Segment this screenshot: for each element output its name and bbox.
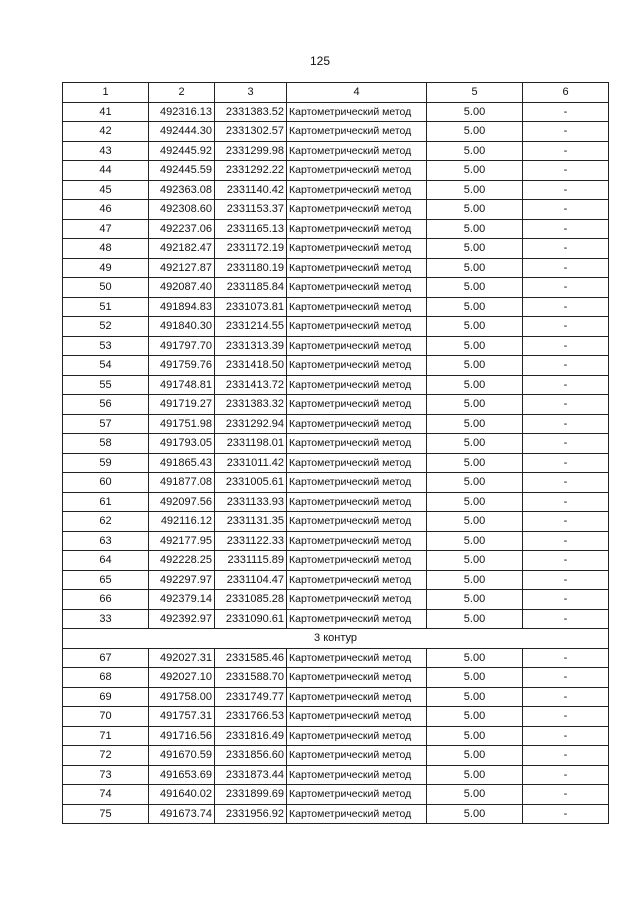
cell-accuracy: 5.00 xyxy=(427,239,523,259)
cell-method: Картометрический метод xyxy=(287,161,427,181)
cell-note: - xyxy=(523,765,609,785)
cell-method: Картометрический метод xyxy=(287,356,427,376)
cell-method: Картометрический метод xyxy=(287,200,427,220)
table-row xyxy=(63,512,609,532)
cell-note: - xyxy=(523,609,609,629)
cell-point-number: 53 xyxy=(63,336,149,356)
cell-y-coordinate: 2331299.98 xyxy=(215,141,287,161)
table-row xyxy=(63,141,609,161)
cell-method: Картометрический метод xyxy=(287,278,427,298)
cell-y-coordinate: 2331172.19 xyxy=(215,239,287,259)
table-row xyxy=(63,395,609,415)
cell-point-number: 48 xyxy=(63,239,149,259)
cell-x-coordinate: 492182.47 xyxy=(149,239,215,259)
table-row xyxy=(63,297,609,317)
cell-accuracy: 5.00 xyxy=(427,102,523,122)
cell-y-coordinate: 2331104.47 xyxy=(215,570,287,590)
cell-y-coordinate: 2331816.49 xyxy=(215,726,287,746)
cell-x-coordinate: 492027.31 xyxy=(149,648,215,668)
table-row xyxy=(63,161,609,181)
cell-note: - xyxy=(523,687,609,707)
cell-x-coordinate: 492445.92 xyxy=(149,141,215,161)
cell-x-coordinate: 491877.08 xyxy=(149,473,215,493)
cell-method: Картометрический метод xyxy=(287,707,427,727)
header-col-1: 1 xyxy=(63,83,149,103)
cell-note: - xyxy=(523,317,609,337)
cell-note: - xyxy=(523,668,609,688)
cell-x-coordinate: 492363.08 xyxy=(149,180,215,200)
table-row xyxy=(63,102,609,122)
cell-accuracy: 5.00 xyxy=(427,219,523,239)
table-row xyxy=(63,414,609,434)
cell-point-number: 45 xyxy=(63,180,149,200)
cell-accuracy: 5.00 xyxy=(427,395,523,415)
cell-accuracy: 5.00 xyxy=(427,122,523,142)
cell-accuracy: 5.00 xyxy=(427,200,523,220)
section-row xyxy=(63,629,609,649)
section-label: 3 контур xyxy=(63,629,609,649)
table-row xyxy=(63,317,609,337)
cell-x-coordinate: 491640.02 xyxy=(149,785,215,805)
cell-point-number: 61 xyxy=(63,492,149,512)
cell-point-number: 74 xyxy=(63,785,149,805)
cell-y-coordinate: 2331140.42 xyxy=(215,180,287,200)
cell-method: Картометрический метод xyxy=(287,297,427,317)
cell-x-coordinate: 491748.81 xyxy=(149,375,215,395)
cell-method: Картометрический метод xyxy=(287,453,427,473)
cell-note: - xyxy=(523,336,609,356)
cell-x-coordinate: 492308.60 xyxy=(149,200,215,220)
table-header-row xyxy=(63,83,609,103)
table-row xyxy=(63,785,609,805)
cell-point-number: 43 xyxy=(63,141,149,161)
cell-x-coordinate: 491840.30 xyxy=(149,317,215,337)
table-row xyxy=(63,746,609,766)
cell-method: Картометрический метод xyxy=(287,590,427,610)
table-row xyxy=(63,551,609,571)
cell-method: Картометрический метод xyxy=(287,122,427,142)
cell-y-coordinate: 2331313.39 xyxy=(215,336,287,356)
cell-accuracy: 5.00 xyxy=(427,804,523,824)
cell-point-number: 46 xyxy=(63,200,149,220)
cell-point-number: 55 xyxy=(63,375,149,395)
cell-x-coordinate: 492127.87 xyxy=(149,258,215,278)
table-row xyxy=(63,200,609,220)
cell-note: - xyxy=(523,414,609,434)
cell-y-coordinate: 2331122.33 xyxy=(215,531,287,551)
cell-accuracy: 5.00 xyxy=(427,297,523,317)
cell-method: Картометрический метод xyxy=(287,668,427,688)
cell-point-number: 56 xyxy=(63,395,149,415)
cell-method: Картометрический метод xyxy=(287,473,427,493)
cell-note: - xyxy=(523,726,609,746)
cell-y-coordinate: 2331585.46 xyxy=(215,648,287,668)
table-row xyxy=(63,648,609,668)
cell-method: Картометрический метод xyxy=(287,551,427,571)
cell-x-coordinate: 491716.56 xyxy=(149,726,215,746)
cell-note: - xyxy=(523,453,609,473)
cell-accuracy: 5.00 xyxy=(427,180,523,200)
cell-point-number: 49 xyxy=(63,258,149,278)
cell-x-coordinate: 492116.12 xyxy=(149,512,215,532)
cell-method: Картометрический метод xyxy=(287,239,427,259)
cell-y-coordinate: 2331153.37 xyxy=(215,200,287,220)
cell-y-coordinate: 2331292.94 xyxy=(215,414,287,434)
cell-x-coordinate: 492316.13 xyxy=(149,102,215,122)
cell-x-coordinate: 491797.70 xyxy=(149,336,215,356)
cell-y-coordinate: 2331302.57 xyxy=(215,122,287,142)
cell-y-coordinate: 2331185.84 xyxy=(215,278,287,298)
table-row xyxy=(63,707,609,727)
cell-method: Картометрический метод xyxy=(287,765,427,785)
table-row xyxy=(63,219,609,239)
cell-accuracy: 5.00 xyxy=(427,492,523,512)
cell-accuracy: 5.00 xyxy=(427,414,523,434)
cell-accuracy: 5.00 xyxy=(427,648,523,668)
cell-method: Картометрический метод xyxy=(287,395,427,415)
table-row xyxy=(63,726,609,746)
cell-note: - xyxy=(523,434,609,454)
cell-y-coordinate: 2331214.55 xyxy=(215,317,287,337)
cell-y-coordinate: 2331090.61 xyxy=(215,609,287,629)
cell-x-coordinate: 491894.83 xyxy=(149,297,215,317)
cell-x-coordinate: 492087.40 xyxy=(149,278,215,298)
cell-note: - xyxy=(523,785,609,805)
cell-note: - xyxy=(523,356,609,376)
table-row xyxy=(63,336,609,356)
cell-method: Картометрический метод xyxy=(287,570,427,590)
header-col-4: 4 xyxy=(287,83,427,103)
cell-y-coordinate: 2331588.70 xyxy=(215,668,287,688)
cell-y-coordinate: 2331131.35 xyxy=(215,512,287,532)
cell-point-number: 54 xyxy=(63,356,149,376)
cell-point-number: 69 xyxy=(63,687,149,707)
cell-accuracy: 5.00 xyxy=(427,161,523,181)
cell-method: Картометрический метод xyxy=(287,531,427,551)
cell-y-coordinate: 2331413.72 xyxy=(215,375,287,395)
table-row xyxy=(63,278,609,298)
cell-point-number: 42 xyxy=(63,122,149,142)
cell-point-number: 57 xyxy=(63,414,149,434)
cell-point-number: 71 xyxy=(63,726,149,746)
table-row xyxy=(63,434,609,454)
cell-x-coordinate: 491670.59 xyxy=(149,746,215,766)
cell-x-coordinate: 491793.05 xyxy=(149,434,215,454)
cell-point-number: 67 xyxy=(63,648,149,668)
cell-note: - xyxy=(523,707,609,727)
cell-y-coordinate: 2331956.92 xyxy=(215,804,287,824)
cell-method: Картометрический метод xyxy=(287,336,427,356)
cell-y-coordinate: 2331292.22 xyxy=(215,161,287,181)
cell-note: - xyxy=(523,531,609,551)
table-row xyxy=(63,122,609,142)
table-row xyxy=(63,239,609,259)
cell-y-coordinate: 2331165.13 xyxy=(215,219,287,239)
cell-note: - xyxy=(523,102,609,122)
cell-method: Картометрический метод xyxy=(287,317,427,337)
cell-y-coordinate: 2331180.19 xyxy=(215,258,287,278)
cell-x-coordinate: 491751.98 xyxy=(149,414,215,434)
cell-x-coordinate: 491757.31 xyxy=(149,707,215,727)
cell-accuracy: 5.00 xyxy=(427,707,523,727)
cell-accuracy: 5.00 xyxy=(427,551,523,571)
cell-note: - xyxy=(523,278,609,298)
cell-note: - xyxy=(523,395,609,415)
cell-y-coordinate: 2331005.61 xyxy=(215,473,287,493)
cell-method: Картометрический метод xyxy=(287,180,427,200)
cell-point-number: 73 xyxy=(63,765,149,785)
cell-point-number: 72 xyxy=(63,746,149,766)
table-row xyxy=(63,492,609,512)
cell-accuracy: 5.00 xyxy=(427,765,523,785)
cell-accuracy: 5.00 xyxy=(427,687,523,707)
header-col-2: 2 xyxy=(149,83,215,103)
cell-x-coordinate: 492027.10 xyxy=(149,668,215,688)
table-row xyxy=(63,590,609,610)
cell-method: Картометрический метод xyxy=(287,375,427,395)
cell-note: - xyxy=(523,180,609,200)
cell-note: - xyxy=(523,200,609,220)
cell-y-coordinate: 2331198.01 xyxy=(215,434,287,454)
cell-point-number: 65 xyxy=(63,570,149,590)
cell-accuracy: 5.00 xyxy=(427,434,523,454)
cell-y-coordinate: 2331133.93 xyxy=(215,492,287,512)
cell-point-number: 63 xyxy=(63,531,149,551)
cell-point-number: 33 xyxy=(63,609,149,629)
cell-accuracy: 5.00 xyxy=(427,609,523,629)
table-row xyxy=(63,356,609,376)
cell-x-coordinate: 492228.25 xyxy=(149,551,215,571)
cell-y-coordinate: 2331856.60 xyxy=(215,746,287,766)
cell-x-coordinate: 491865.43 xyxy=(149,453,215,473)
cell-note: - xyxy=(523,570,609,590)
cell-accuracy: 5.00 xyxy=(427,473,523,493)
cell-method: Картометрический метод xyxy=(287,687,427,707)
cell-note: - xyxy=(523,473,609,493)
cell-x-coordinate: 492445.59 xyxy=(149,161,215,181)
cell-y-coordinate: 2331873.44 xyxy=(215,765,287,785)
cell-note: - xyxy=(523,512,609,532)
cell-accuracy: 5.00 xyxy=(427,317,523,337)
table-row xyxy=(63,570,609,590)
cell-note: - xyxy=(523,492,609,512)
cell-method: Картометрический метод xyxy=(287,102,427,122)
cell-accuracy: 5.00 xyxy=(427,336,523,356)
header-col-5: 5 xyxy=(427,83,523,103)
cell-x-coordinate: 491759.76 xyxy=(149,356,215,376)
cell-note: - xyxy=(523,122,609,142)
cell-accuracy: 5.00 xyxy=(427,141,523,161)
cell-y-coordinate: 2331383.32 xyxy=(215,395,287,415)
cell-method: Картометрический метод xyxy=(287,804,427,824)
cell-y-coordinate: 2331749.77 xyxy=(215,687,287,707)
cell-method: Картометрический метод xyxy=(287,648,427,668)
cell-x-coordinate: 492444.30 xyxy=(149,122,215,142)
page-number: 125 xyxy=(309,54,331,68)
cell-point-number: 41 xyxy=(63,102,149,122)
table-row xyxy=(63,375,609,395)
cell-method: Картометрический метод xyxy=(287,609,427,629)
cell-point-number: 64 xyxy=(63,551,149,571)
cell-x-coordinate: 492392.97 xyxy=(149,609,215,629)
cell-point-number: 52 xyxy=(63,317,149,337)
cell-point-number: 70 xyxy=(63,707,149,727)
table-row xyxy=(63,609,609,629)
cell-point-number: 47 xyxy=(63,219,149,239)
cell-method: Картометрический метод xyxy=(287,746,427,766)
cell-y-coordinate: 2331418.50 xyxy=(215,356,287,376)
cell-accuracy: 5.00 xyxy=(427,726,523,746)
table-row xyxy=(63,668,609,688)
table-row xyxy=(63,531,609,551)
header-col-3: 3 xyxy=(215,83,287,103)
cell-accuracy: 5.00 xyxy=(427,356,523,376)
cell-accuracy: 5.00 xyxy=(427,258,523,278)
cell-method: Картометрический метод xyxy=(287,726,427,746)
cell-note: - xyxy=(523,161,609,181)
cell-y-coordinate: 2331085.28 xyxy=(215,590,287,610)
table-row xyxy=(63,765,609,785)
cell-point-number: 75 xyxy=(63,804,149,824)
cell-accuracy: 5.00 xyxy=(427,512,523,532)
cell-y-coordinate: 2331766.53 xyxy=(215,707,287,727)
cell-point-number: 58 xyxy=(63,434,149,454)
cell-y-coordinate: 2331899.69 xyxy=(215,785,287,805)
cell-point-number: 50 xyxy=(63,278,149,298)
cell-method: Картометрический метод xyxy=(287,512,427,532)
cell-note: - xyxy=(523,375,609,395)
cell-y-coordinate: 2331383.52 xyxy=(215,102,287,122)
cell-x-coordinate: 491719.27 xyxy=(149,395,215,415)
cell-y-coordinate: 2331011.42 xyxy=(215,453,287,473)
cell-y-coordinate: 2331073.81 xyxy=(215,297,287,317)
cell-point-number: 44 xyxy=(63,161,149,181)
cell-accuracy: 5.00 xyxy=(427,278,523,298)
table-row xyxy=(63,473,609,493)
cell-note: - xyxy=(523,258,609,278)
cell-method: Картометрический метод xyxy=(287,219,427,239)
cell-point-number: 59 xyxy=(63,453,149,473)
table-row xyxy=(63,180,609,200)
cell-accuracy: 5.00 xyxy=(427,531,523,551)
table-row xyxy=(63,804,609,824)
table-row xyxy=(63,258,609,278)
cell-x-coordinate: 491673.74 xyxy=(149,804,215,824)
cell-method: Картометрический метод xyxy=(287,785,427,805)
cell-note: - xyxy=(523,746,609,766)
cell-note: - xyxy=(523,219,609,239)
cell-note: - xyxy=(523,239,609,259)
cell-point-number: 51 xyxy=(63,297,149,317)
cell-x-coordinate: 492297.97 xyxy=(149,570,215,590)
cell-x-coordinate: 492237.06 xyxy=(149,219,215,239)
cell-accuracy: 5.00 xyxy=(427,668,523,688)
cell-note: - xyxy=(523,648,609,668)
cell-note: - xyxy=(523,804,609,824)
cell-method: Картометрический метод xyxy=(287,492,427,512)
coordinates-table xyxy=(62,82,609,824)
header-col-6: 6 xyxy=(523,83,609,103)
cell-note: - xyxy=(523,551,609,571)
cell-x-coordinate: 491653.69 xyxy=(149,765,215,785)
cell-point-number: 68 xyxy=(63,668,149,688)
cell-x-coordinate: 492177.95 xyxy=(149,531,215,551)
cell-accuracy: 5.00 xyxy=(427,785,523,805)
cell-method: Картометрический метод xyxy=(287,434,427,454)
cell-accuracy: 5.00 xyxy=(427,590,523,610)
table-row xyxy=(63,687,609,707)
cell-method: Картометрический метод xyxy=(287,141,427,161)
cell-x-coordinate: 492097.56 xyxy=(149,492,215,512)
cell-accuracy: 5.00 xyxy=(427,453,523,473)
cell-method: Картометрический метод xyxy=(287,258,427,278)
cell-method: Картометрический метод xyxy=(287,414,427,434)
cell-y-coordinate: 2331115.89 xyxy=(215,551,287,571)
cell-point-number: 60 xyxy=(63,473,149,493)
cell-accuracy: 5.00 xyxy=(427,375,523,395)
cell-note: - xyxy=(523,590,609,610)
cell-x-coordinate: 492379.14 xyxy=(149,590,215,610)
cell-point-number: 62 xyxy=(63,512,149,532)
cell-x-coordinate: 491758.00 xyxy=(149,687,215,707)
table-row xyxy=(63,453,609,473)
cell-accuracy: 5.00 xyxy=(427,746,523,766)
cell-note: - xyxy=(523,141,609,161)
cell-accuracy: 5.00 xyxy=(427,570,523,590)
cell-point-number: 66 xyxy=(63,590,149,610)
cell-note: - xyxy=(523,297,609,317)
